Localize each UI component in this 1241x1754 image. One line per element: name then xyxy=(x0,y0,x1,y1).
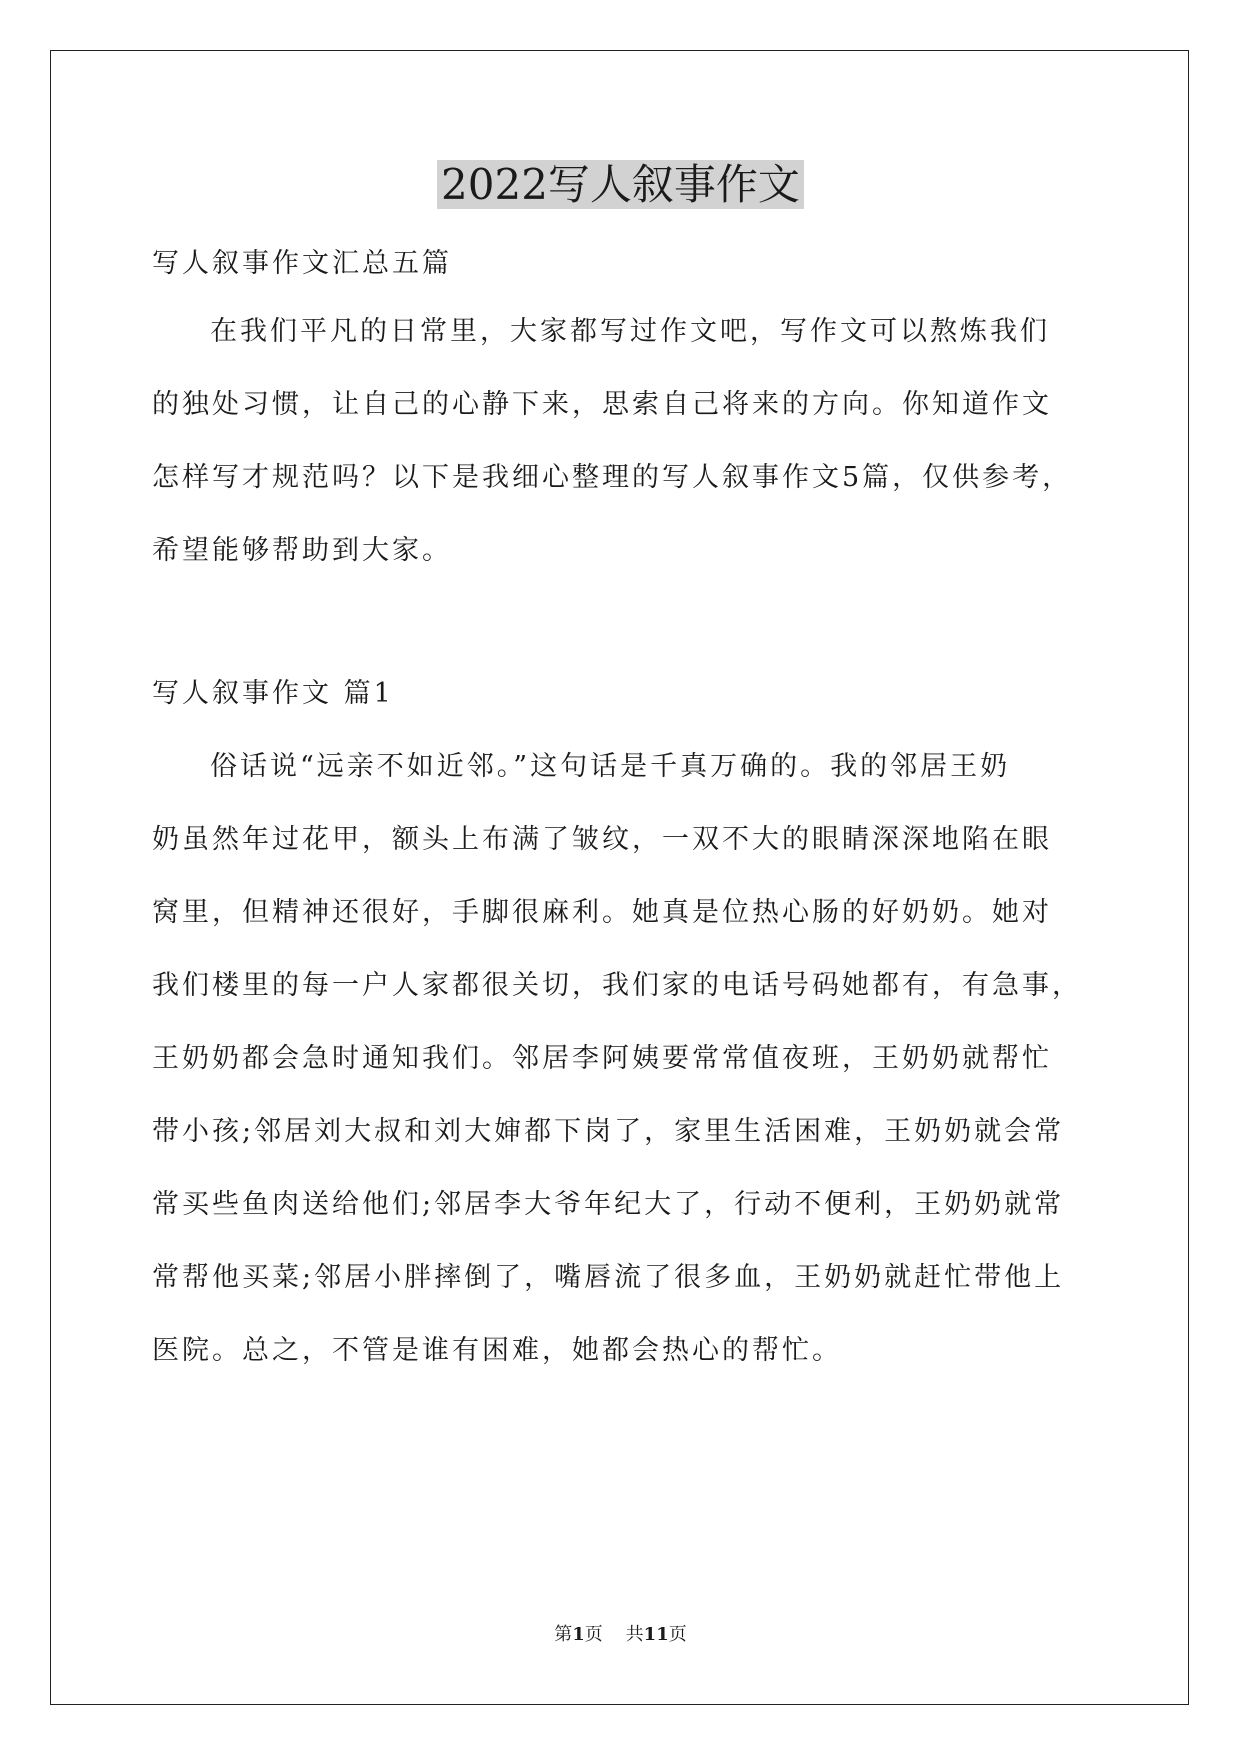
intro-line: 在我们平凡的日常里，大家都写过作文吧，写作文可以熬炼我们 xyxy=(210,316,1050,347)
section-line: 我们楼里的每一户人家都很关切，我们家的电话号码她都有，有急事， xyxy=(152,970,1082,1001)
intro-line: 怎样写才规范吗？以下是我细心整理的写人叙事作文5篇，仅供参考， xyxy=(152,462,1073,493)
page-border xyxy=(50,50,1189,1705)
intro-line: 希望能够帮助到大家。 xyxy=(152,535,452,566)
document-subtitle: 写人叙事作文汇总五篇 xyxy=(152,248,452,279)
section-line: 窝里，但精神还很好，手脚很麻利。她真是位热心肠的好奶奶。她对 xyxy=(152,897,1052,928)
section-line: 奶虽然年过花甲，额头上布满了皱纹，一双不大的眼睛深深地陷在眼 xyxy=(152,824,1052,855)
document-title-text: 2022写人叙事作文 xyxy=(437,160,804,209)
footer-mid: 页 共 xyxy=(584,1624,644,1645)
footer-prefix: 第 xyxy=(554,1624,573,1645)
page-current-number: 1 xyxy=(572,1624,585,1645)
section-line: 带小孩;邻居刘大叔和刘大婶都下岗了，家里生活困难，王奶奶就会常 xyxy=(152,1116,1065,1147)
section-line: 常买些鱼肉送给他们;邻居李大爷年纪大了，行动不便利，王奶奶就常 xyxy=(152,1189,1065,1220)
document-title xyxy=(0,155,1241,215)
section-heading: 写人叙事作文 篇1 xyxy=(152,678,394,709)
page-footer xyxy=(0,1623,1241,1647)
section-line: 医院。总之，不管是谁有困难，她都会热心的帮忙。 xyxy=(152,1335,842,1366)
section-line: 常帮他买菜;邻居小胖摔倒了，嘴唇流了很多血，王奶奶就赶忙带他上 xyxy=(152,1262,1065,1293)
footer-suffix: 页 xyxy=(668,1624,687,1645)
intro-line: 的独处习惯，让自己的心静下来，思索自己将来的方向。你知道作文 xyxy=(152,389,1052,420)
section-line: 王奶奶都会急时通知我们。邻居李阿姨要常常值夜班，王奶奶就帮忙 xyxy=(152,1043,1052,1074)
page-total-number: 11 xyxy=(643,1624,669,1645)
section-line: 俗话说“远亲不如近邻。”这句话是千真万确的。我的邻居王奶 xyxy=(210,751,1011,782)
